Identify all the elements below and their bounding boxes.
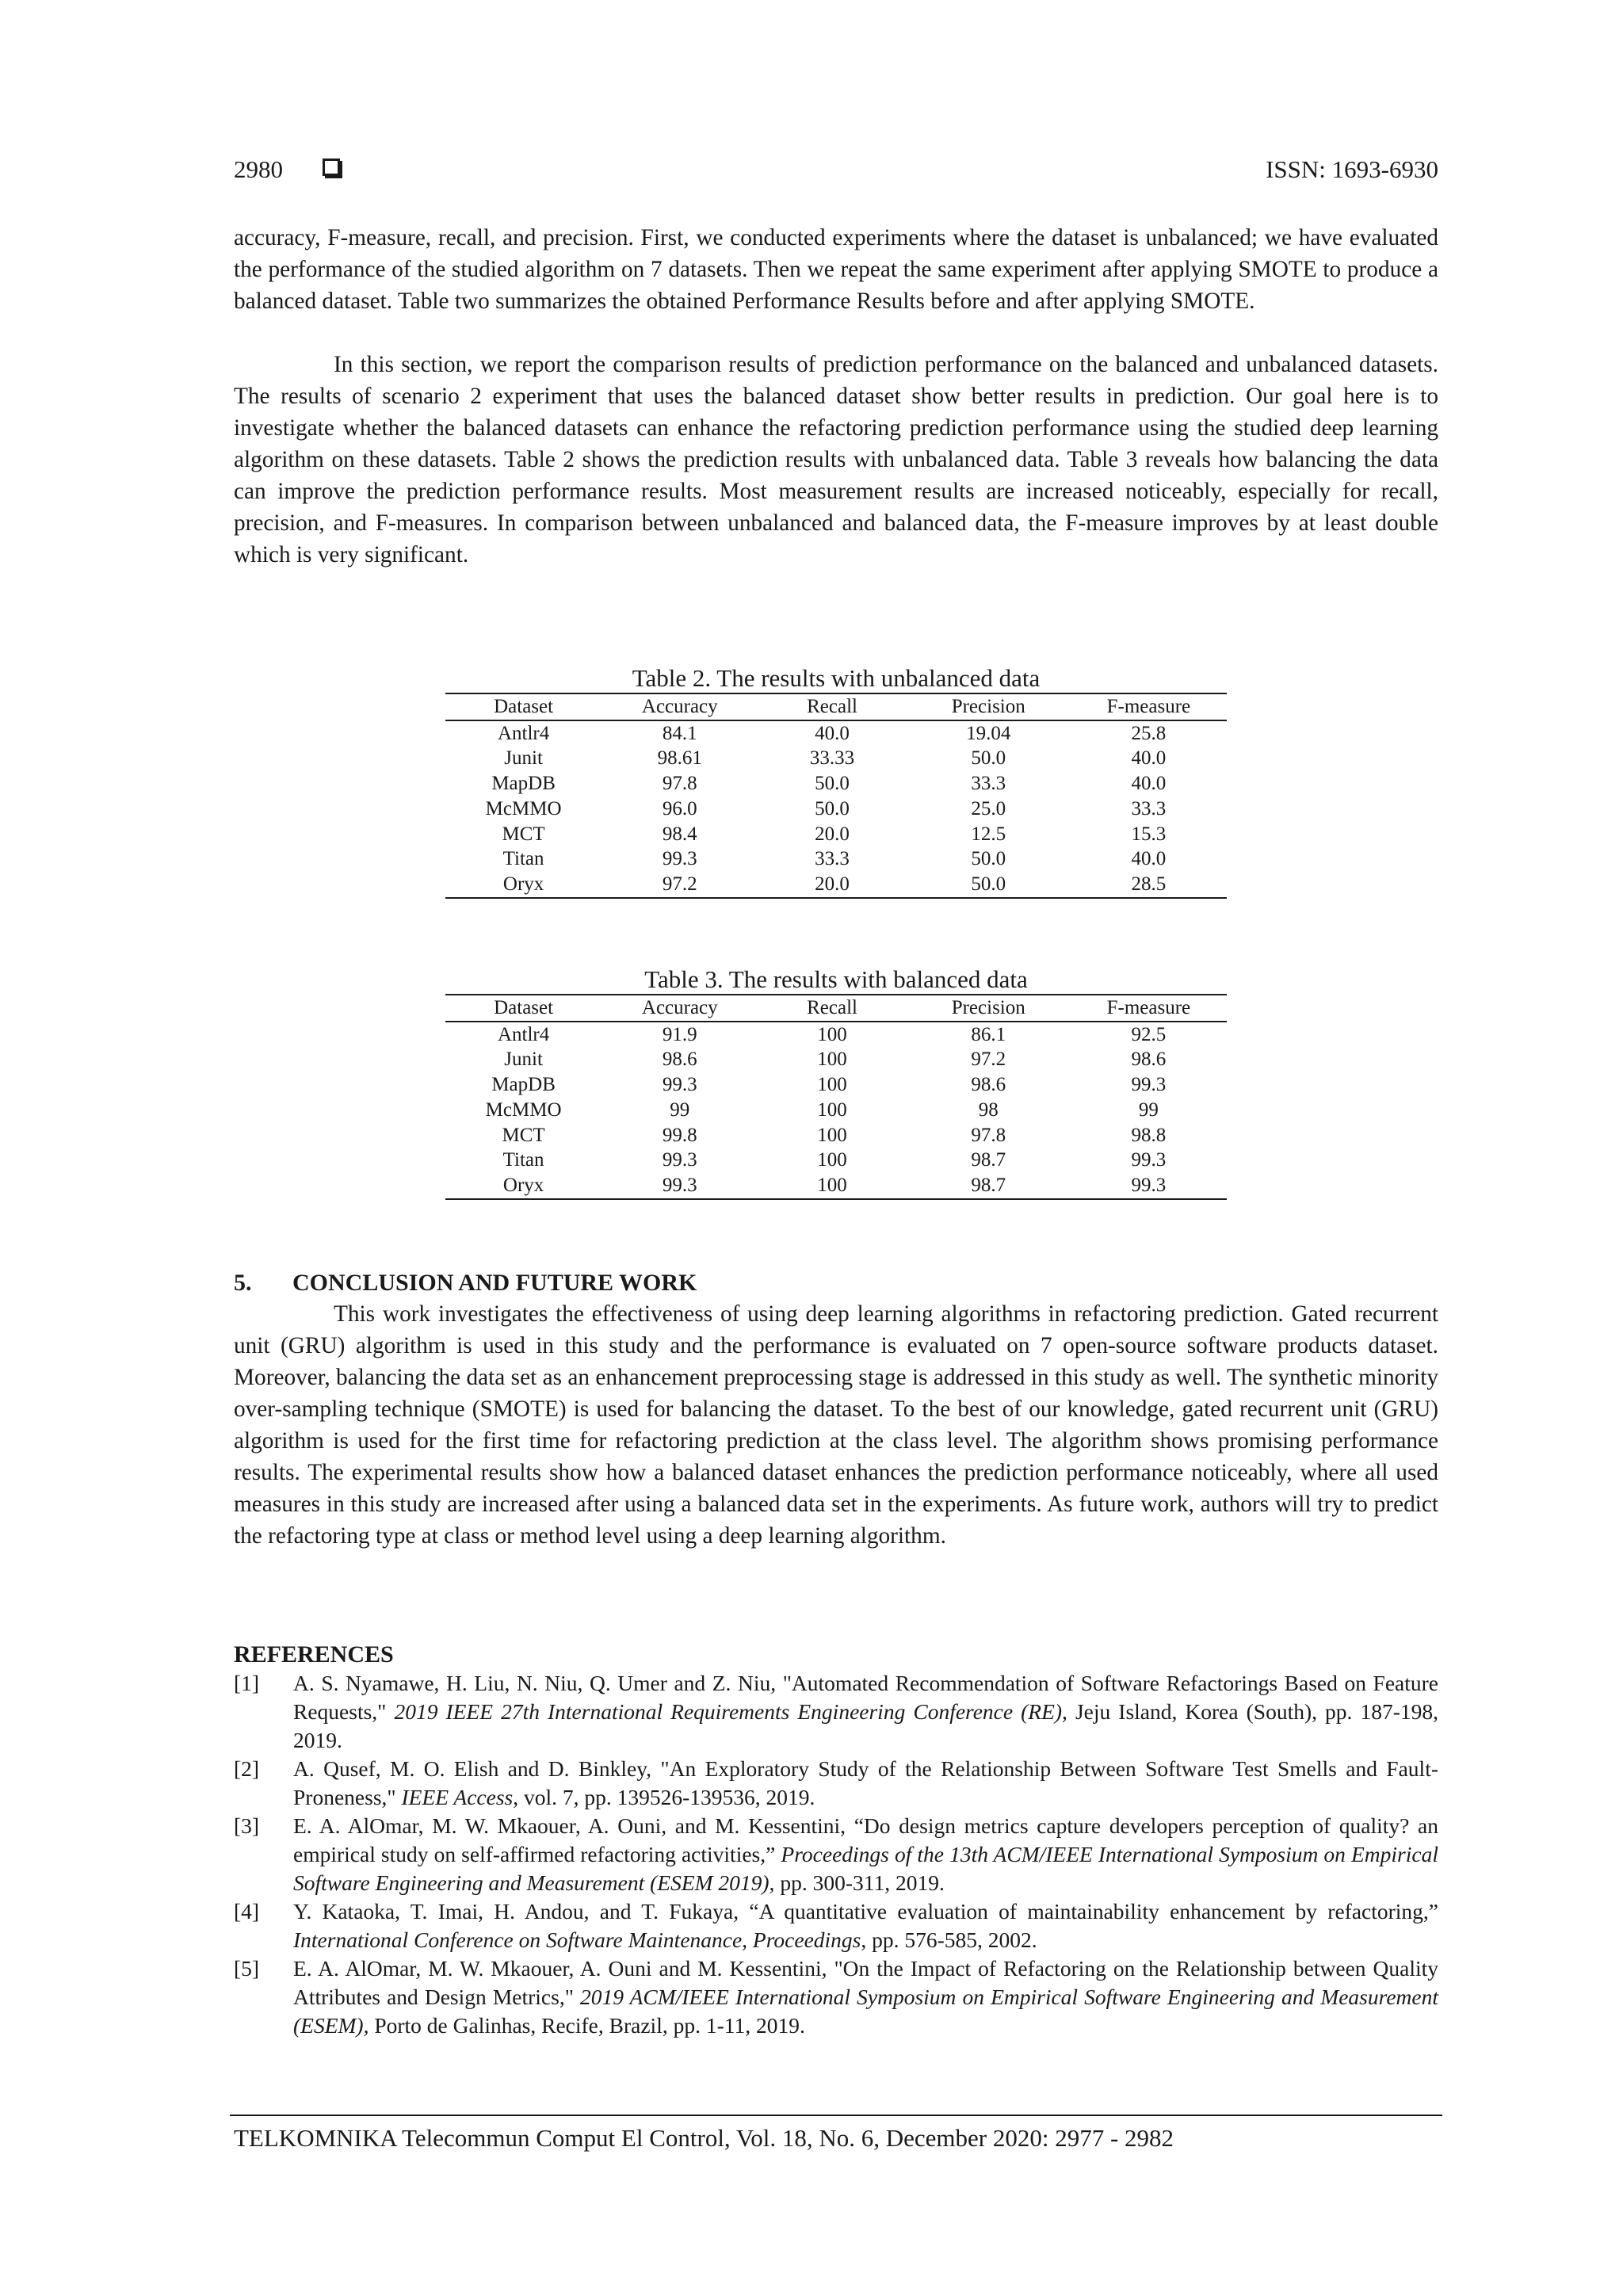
table-cell: 40.0 bbox=[1131, 747, 1167, 770]
table-cell: 86.1 bbox=[971, 1023, 1006, 1045]
table-cell: 99.3 bbox=[1131, 1074, 1167, 1096]
table-cell: 99 bbox=[670, 1098, 690, 1121]
table-cell: 97.8 bbox=[662, 773, 697, 795]
table-cell: 99.8 bbox=[662, 1124, 697, 1146]
table-row bbox=[445, 1022, 1227, 1048]
table-row bbox=[445, 771, 1227, 797]
reference-details: Jeju Island, Korea (South), pp. 187-198, 2019. bbox=[293, 1699, 1438, 1752]
table-cell: MapDB bbox=[491, 773, 556, 795]
table-cell: McMMO bbox=[485, 797, 562, 819]
reference-text: A. S. Nyamawe, H. Liu, N. Niu, Q. Umer and Z. Niu, "Automated Recommendation of Software Refactorings Based on Feature Requests," bbox=[293, 1671, 1438, 1724]
reference-details: , pp. 576-585, 2002. bbox=[861, 1927, 1037, 1952]
table-cell: 98.6 bbox=[662, 1049, 697, 1071]
table-cell: 98.61 bbox=[657, 747, 702, 770]
table-cell: 20.0 bbox=[815, 873, 850, 895]
reference-venue: 2019 ACM/IEEE International Symposium on Empirical Software Engineering and Measurement (ESEM), bbox=[293, 1985, 1438, 2038]
table-cell: 99 bbox=[1138, 1098, 1159, 1121]
table-3-grid bbox=[445, 994, 1227, 1200]
table-header-row bbox=[445, 693, 1227, 720]
table-2 bbox=[445, 664, 1227, 899]
reference-venue: International Conference on Software Maintenance, Proceedings bbox=[293, 1927, 861, 1952]
table-cell: 20.0 bbox=[815, 823, 850, 845]
reference-text: A. Qusef, M. O. Elish and D. Binkley, "An Exploratory Study of the Relationship Between Software Test Smells and Fault-Proneness," bbox=[293, 1756, 1438, 1809]
column-header: Recall bbox=[807, 696, 857, 717]
table-cell: 33.3 bbox=[815, 848, 850, 870]
table-row bbox=[445, 1123, 1227, 1148]
reference-list bbox=[234, 1669, 1438, 2040]
table-cell: 19.04 bbox=[966, 722, 1011, 744]
column-header: Accuracy bbox=[641, 997, 718, 1018]
reference-item bbox=[234, 1812, 1438, 1897]
table-2-caption: Table 2. The results with unbalanced data bbox=[632, 664, 1041, 692]
table-cell: 100 bbox=[817, 1174, 847, 1196]
section-number: 5. bbox=[234, 1270, 252, 1296]
table-header-row bbox=[445, 995, 1227, 1022]
reference-number: [2] bbox=[234, 1756, 260, 1781]
reference-details: Porto de Galinhas, Recife, Brazil, pp. 1-11, 2019. bbox=[369, 2013, 805, 2038]
table-cell: Antlr4 bbox=[497, 1023, 550, 1045]
table-3 bbox=[445, 965, 1227, 1200]
reference-item bbox=[234, 1755, 1438, 1812]
table-cell: 50.0 bbox=[971, 747, 1006, 770]
table-cell: 100 bbox=[817, 1049, 847, 1071]
table-cell: 100 bbox=[817, 1149, 847, 1171]
reference-text: E. A. AlOmar, M. W. Mkaouer, A. Ouni and M. Kessentini, "On the Impact of Refactoring on the Relationship between Quality Attributes and Design Metrics," bbox=[293, 1956, 1438, 2009]
table-row bbox=[445, 1148, 1227, 1173]
table-row bbox=[445, 1047, 1227, 1072]
reference-number: [4] bbox=[234, 1899, 260, 1924]
reference-details: pp. 300-311, 2019. bbox=[774, 1870, 945, 1895]
table-cell: 50.0 bbox=[971, 873, 1006, 895]
column-header: F-measure bbox=[1106, 696, 1191, 717]
square-box-icon bbox=[323, 159, 340, 176]
table-cell: 99.3 bbox=[662, 1074, 697, 1096]
table-3-caption: Table 3. The results with balanced data bbox=[644, 965, 1028, 993]
table-cell: Oryx bbox=[502, 1174, 544, 1196]
table-cell: 98.7 bbox=[971, 1149, 1006, 1171]
table-cell: McMMO bbox=[485, 1098, 562, 1121]
table-cell: 98.7 bbox=[971, 1174, 1006, 1196]
reference-text: Y. Kataoka, T. Imai, H. Andou, and T. Fukaya, “A quantitative evaluation of maintainability enhancement by refactoring,” bbox=[293, 1899, 1438, 1924]
table-cell: 98.8 bbox=[1131, 1124, 1167, 1146]
reference-item bbox=[234, 1897, 1438, 1954]
table-cell: 97.2 bbox=[662, 873, 697, 895]
table-cell: 28.5 bbox=[1131, 873, 1167, 895]
reference-number: [1] bbox=[234, 1671, 260, 1695]
section-title: CONCLUSION AND FUTURE WORK bbox=[292, 1270, 697, 1296]
table-cell: MapDB bbox=[491, 1074, 556, 1096]
column-header: Accuracy bbox=[641, 696, 718, 717]
column-header: Dataset bbox=[494, 696, 554, 717]
reference-details: , vol. 7, pp. 139526-139536, 2019. bbox=[513, 1785, 815, 1809]
table-cell: 25.0 bbox=[971, 797, 1006, 819]
table-row bbox=[445, 797, 1227, 822]
table-cell: 98 bbox=[978, 1098, 999, 1121]
page-footer: TELKOMNIKA Telecommun Comput El Control, Vol. 18, No. 6, December 2020: 2977 - 2982 bbox=[234, 2124, 1174, 2152]
table-cell: 15.3 bbox=[1131, 823, 1167, 845]
table-cell: 97.8 bbox=[971, 1124, 1006, 1146]
table-row bbox=[445, 720, 1227, 747]
table-cell: Junit bbox=[504, 1049, 543, 1071]
table-cell: MCT bbox=[502, 1124, 545, 1146]
page-header bbox=[234, 155, 1438, 192]
table-cell: 96.0 bbox=[662, 797, 697, 819]
references-heading: REFERENCES bbox=[234, 1641, 394, 1668]
conclusion-paragraph: This work investigates the effectiveness of using deep learning algorithms in refactoring prediction. Gated recurrent unit (GRU) algorithm is used in this study and the performance is evaluated on 7 open-source software products dataset. Moreover, balancing the data set as an enhancement preprocessing stage is addressed in this study as well. The synthetic minority over-sampling technique (SMOTE) is used for balancing the dataset. To the best of our knowledge, gated recurrent unit (GRU) algorithm is used for the first time for refactoring prediction at the class level. The algorithm shows promising performance results. The experimental results show how a balanced dataset enhances the prediction performance noticeably, where all used measures in this study are increased after using a balanced data set in the experiments. As future work, authors will try to predict the refactoring type at class or method level using a deep learning algorithm. bbox=[234, 1301, 1438, 1549]
table-cell: 99.3 bbox=[662, 1149, 697, 1171]
table-cell: Titan bbox=[502, 1149, 544, 1171]
table-row bbox=[445, 1098, 1227, 1123]
table-cell: 91.9 bbox=[662, 1023, 697, 1045]
body-paragraph-2: In this section, we report the comparison results of prediction performance on the balanced and unbalanced datasets. The results of scenario 2 experiment that uses the balanced dataset show better results in prediction. Our goal here is to investigate whether the balanced datasets can enhance the refactoring prediction performance using the studied deep learning algorithm on these datasets. Table 2 shows the prediction results with unbalanced data. Table 3 reveals how balancing the data can improve the prediction performance results. Most measurement results are increased noticeably, especially for recall, precision, and F-measures. In comparison between unbalanced and balanced data, the F-measure improves by at least double which is very significant. bbox=[234, 352, 1438, 567]
table-cell: 50.0 bbox=[971, 848, 1006, 870]
table-row bbox=[445, 872, 1227, 898]
reference-venue: Proceedings of the 13th ACM/IEEE International Symposium on Empirical Software Engineering and Measurement (ESEM 2019), bbox=[293, 1842, 1438, 1895]
table-cell: 50.0 bbox=[815, 773, 850, 795]
table-cell: 99.3 bbox=[662, 848, 697, 870]
issn-label: ISSN: 1693-6930 bbox=[1266, 155, 1438, 183]
reference-number: [5] bbox=[234, 1956, 260, 1981]
table-cell: 40.0 bbox=[815, 722, 850, 744]
reference-venue: IEEE Access bbox=[401, 1785, 514, 1809]
table-cell: 100 bbox=[817, 1098, 847, 1121]
table-cell: Titan bbox=[502, 848, 544, 870]
table-cell: 33.3 bbox=[1131, 797, 1167, 819]
table-row bbox=[445, 746, 1227, 771]
table-cell: 33.3 bbox=[971, 773, 1006, 795]
page-number: 2980 bbox=[234, 155, 283, 183]
table-cell: 98.6 bbox=[971, 1074, 1006, 1096]
table-cell: MCT bbox=[502, 823, 545, 845]
table-cell: 40.0 bbox=[1131, 773, 1167, 795]
table-cell: 99.3 bbox=[1131, 1149, 1167, 1171]
table-cell: 100 bbox=[817, 1023, 847, 1045]
table-cell: 98.4 bbox=[662, 823, 697, 845]
reference-venue: 2019 IEEE 27th International Requirements Engineering Conference (RE), bbox=[394, 1699, 1067, 1724]
table-row bbox=[445, 846, 1227, 872]
table-cell: 100 bbox=[817, 1074, 847, 1096]
body-paragraph-1: accuracy, F-measure, recall, and precision. First, we conducted experiments where the dataset is unbalanced; we have evaluated the performance of the studied algorithm on 7 datasets. Then we repeat the same experiment after applying SMOTE to produce a balanced dataset. Table two summarizes the obtained Performance Results before and after applying SMOTE. bbox=[234, 225, 1438, 314]
table-row bbox=[445, 1173, 1227, 1199]
table-cell: 33.33 bbox=[809, 747, 855, 770]
column-header: Precision bbox=[951, 997, 1025, 1018]
table-cell: 99.3 bbox=[1131, 1174, 1167, 1196]
column-header: Precision bbox=[951, 696, 1025, 717]
section-heading bbox=[234, 1267, 697, 1299]
table-cell: 99.3 bbox=[662, 1174, 697, 1196]
column-header: Recall bbox=[807, 997, 857, 1018]
table-cell: Oryx bbox=[502, 873, 544, 895]
table-cell: 97.2 bbox=[971, 1049, 1006, 1071]
table-cell: 84.1 bbox=[662, 722, 697, 744]
table-cell: 92.5 bbox=[1131, 1023, 1167, 1045]
table-cell: 40.0 bbox=[1131, 848, 1167, 870]
table-2-grid bbox=[445, 693, 1227, 899]
table-cell: Junit bbox=[504, 747, 543, 770]
reference-number: [3] bbox=[234, 1813, 260, 1838]
reference-item bbox=[234, 1954, 1438, 2040]
table-cell: 50.0 bbox=[815, 797, 850, 819]
column-header: Dataset bbox=[494, 997, 554, 1018]
footer-divider bbox=[230, 2115, 1442, 2116]
column-header: F-measure bbox=[1106, 997, 1191, 1018]
table-cell: 100 bbox=[817, 1124, 847, 1146]
table-cell: 25.8 bbox=[1131, 722, 1167, 744]
table-row bbox=[445, 1072, 1227, 1098]
table-row bbox=[445, 822, 1227, 847]
reference-item bbox=[234, 1669, 1438, 1755]
table-cell: 98.6 bbox=[1131, 1049, 1167, 1071]
table-cell: Antlr4 bbox=[497, 722, 550, 744]
table-cell: 12.5 bbox=[971, 823, 1006, 845]
reference-text: E. A. AlOmar, M. W. Mkaouer, A. Ouni, and M. Kessentini, “Do design metrics capture developers perception of quality? an empirical study on self-affirmed refactoring activities,” bbox=[293, 1813, 1438, 1866]
